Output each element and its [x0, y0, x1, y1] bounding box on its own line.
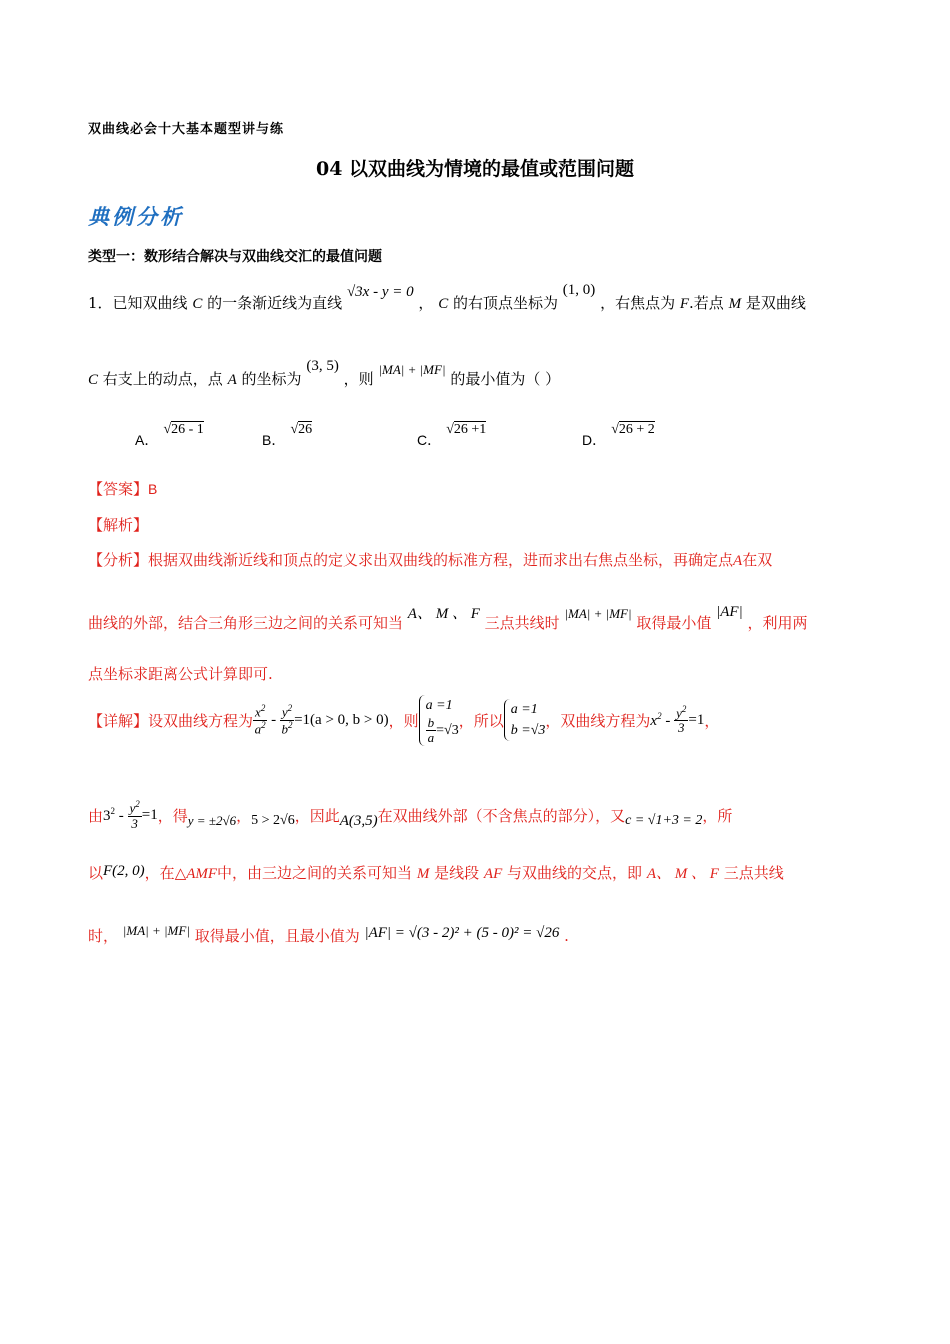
answer-line: 【答案】B [88, 480, 158, 498]
series-heading: 双曲线必会十大基本题型讲与练 [88, 122, 285, 137]
system-of-equations-1: a =1 $\frac{b}{a}$ =√3 [419, 695, 459, 746]
analysis-tag: 【解析】 [88, 516, 149, 534]
sqrt-symbol: √ [346, 284, 356, 300]
detail-line-2: 由 $3^2$ - $\frac{y^2}{3}$ =1 ，得 y = ±2√6 ， 5 > 2√6 ，因此 A(3,5) 在双曲线外部（不含焦点的部分），又 c = √1+3 = 2 ，所 [88, 799, 733, 831]
answer-value: B [148, 481, 158, 497]
fenxi-line-1: 【分析】根据双曲线渐近线和顶点的定义求出双曲线的标准方程，进而求出右焦点坐标，再确定点A在双 [88, 551, 773, 569]
system-of-equations-2: a =1 b =√3 [504, 699, 546, 741]
detail-line-3: 以F(2, 0)，在△AMF中，由三边之间的关系可知当 M 是线段 AF 与双曲线的交点，即 A、 M 、 F 三点共线 [88, 863, 784, 882]
asymptote-equation: √3x - y = 0 [346, 284, 414, 300]
question-number: 1． [88, 294, 113, 312]
option-a[interactable]: A． √26 - 1 [135, 422, 204, 448]
fenxi-line-3: 点坐标求距离公式计算即可. [88, 665, 273, 683]
problem-type-heading: 类型一：数形结合解决与双曲线交汇的最值问题 [88, 249, 382, 265]
question-line-2: C 右支上的动点，点 A 的坐标为 (3, 5) ，则 |MA| + |MF| 的最小值为（ ） [88, 358, 561, 388]
hyperbola-general-equation: $\frac{x^2}{a^2}$ - $\frac{y^2}{b^2}$ =1(a > 0, b > 0) [254, 703, 389, 737]
detail-line-1: 【详解】 设双曲线方程为 $\frac{x^2}{a^2}$ - $\frac{y^2}{b^2}$ =1(a > 0, b > 0) ，则 a =1 $\frac{b}{a}$ =√3 ，所以 a =1 b =√3 ，双曲线方程为 $x^2$ - $\frac{y^2}{3}$ =1 ， [88, 695, 719, 746]
hyperbola-equation: $x^2$ - $\frac{y^2}{3}$ =1 [650, 703, 705, 736]
fenxi-line-2: 曲线的外部，结合三角形三边之间的关系可知当 A、 M 、 F 三点共线时 |MA| + |MF| 取得最小值 |AF| ，利用两 [88, 604, 808, 632]
page-title: 04 以双曲线为情境的最值或范围问题 [315, 158, 635, 180]
option-b[interactable]: B． √26 [262, 422, 313, 448]
section-heading: 典例分析 [88, 204, 184, 229]
detail-line-4: 时， |MA| + |MF| 取得最小值，且最小值为 |AF| = √(3 - 2)² + (5 - 0)² = √26 . [88, 923, 569, 945]
distance-af-result: |AF| = √(3 - 2)² + (5 - 0)² = √26 [364, 925, 560, 941]
option-c[interactable]: C． √26 +1 [417, 422, 487, 448]
distance-expression: |MA| + |MF| [378, 362, 446, 377]
point-a-coordinate: (3, 5) [306, 358, 339, 374]
vertex-coordinate: (1, 0) [562, 282, 596, 298]
option-d[interactable]: D． √26 + 2 [582, 422, 655, 448]
question-line-1: 1．已知双曲线 C 的一条渐近线为直线 √3x - y = 0 ， C 的右顶点坐标为 (1, 0) ，右焦点为 F.若点 M 是双曲线 [88, 282, 806, 312]
